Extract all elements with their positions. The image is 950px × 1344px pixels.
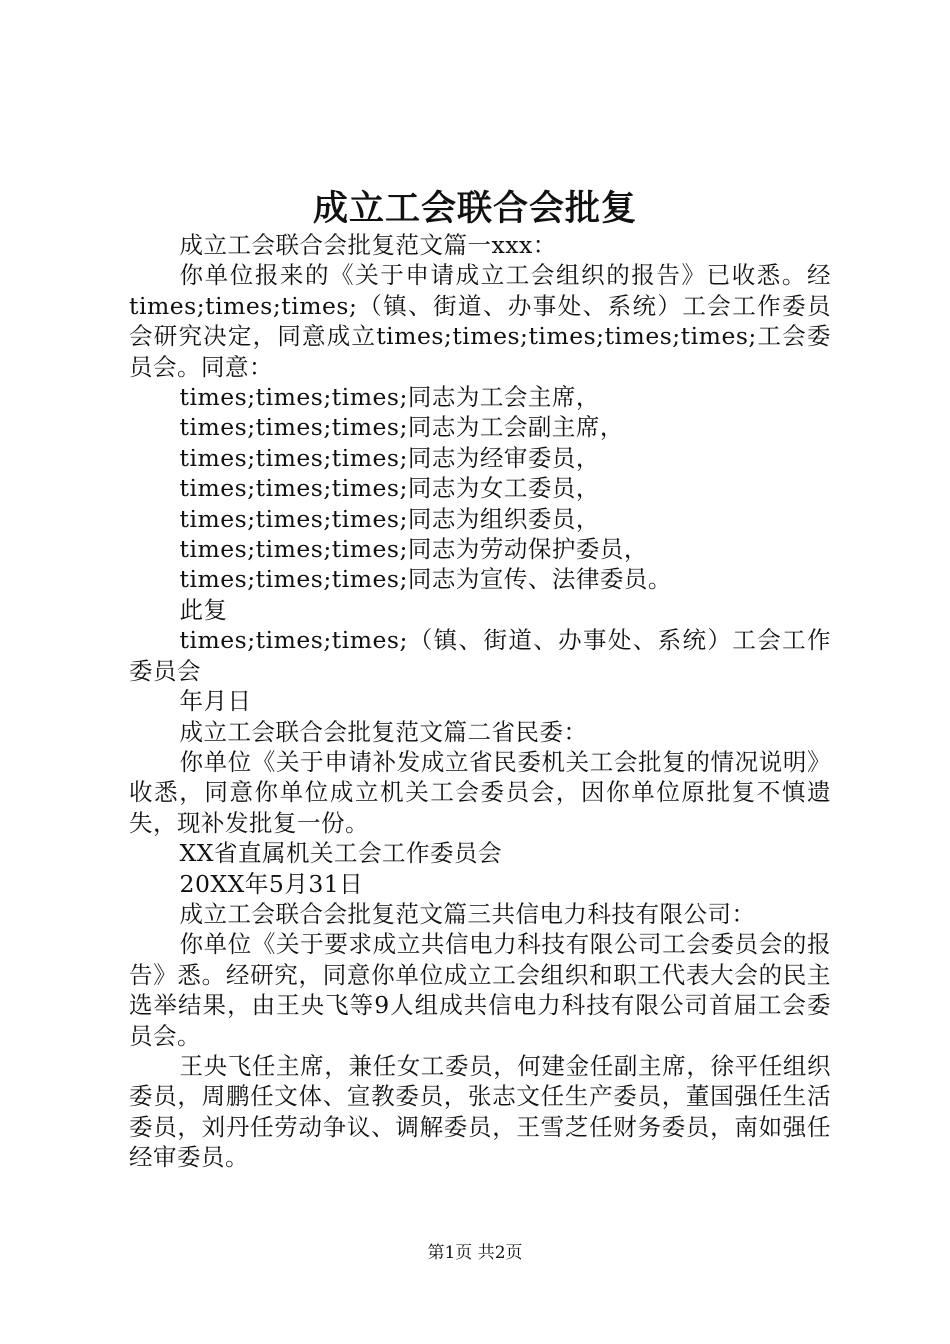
paragraph: 你单位《关于要求成立共信电力科技有限公司工会委员会的报告》悉。经研究，同意你单位成立工会组织和职工代表大会的民主选举结果，由王央飞等9人组成共信电力科技有限公司首届工会委员会。 (129, 930, 831, 1050)
paragraph: 成立工会联合会批复范文篇一xxx： (179, 231, 557, 259)
paragraph: 年月日 (179, 687, 252, 716)
document-body (129, 230, 831, 1173)
paragraph: 成立工会联合会批复范文篇二省民委： (179, 717, 588, 746)
paragraph: XX省直属机关工会工作委员会 (179, 839, 502, 868)
paragraph: 20XX年5月31日 (179, 869, 364, 898)
paragraph: times;times;times;同志为经审委员， (179, 443, 600, 472)
paragraph: 此复 (179, 595, 228, 624)
page-number-footer: 第1页 共2页 (427, 1243, 523, 1263)
paragraph: 你单位《关于申请补发成立省民委机关工会批复的情况说明》收悉，同意你单位成立机关工会委员会，因你单位原批复不慎遗失，现补发批复一份。 (129, 747, 831, 837)
paragraph: times;times;times;同志为劳动保护委员， (179, 535, 648, 564)
paragraph: times;times;times;同志为工会副主席， (179, 413, 624, 442)
paragraph: 王央飞任主席，兼任女工委员，何建金任副主席，徐平任组织委员，周鹏任文体、宣教委员，张志文任生产委员，董国强任生活委员，刘丹任劳动争议、调解委员，王雪芝任财务委员，南如强任经审委员。 (129, 1051, 831, 1172)
paragraph: 你单位报来的《关于申请成立工会组织的报告》已收悉。经times;times;times;（镇、街道、办事处、系统）工会工作委员会研究决定，同意成立times;times;times;times;times;工会委员会。同意： (129, 261, 831, 381)
paragraph: 成立工会联合会批复范文篇三共信电力科技有限公司： (179, 899, 756, 928)
paragraph: times;times;times;（镇、街道、办事处、系统）工会工作委员会 (129, 626, 831, 685)
paragraph: times;times;times;同志为工会主席， (179, 383, 600, 412)
paragraph: times;times;times;同志为宣传、法律委员。 (179, 565, 672, 594)
paragraph: times;times;times;同志为组织委员， (179, 504, 600, 533)
document-title: 成立工会联合会批复 (312, 188, 637, 229)
paragraph: times;times;times;同志为女工委员， (179, 474, 600, 503)
